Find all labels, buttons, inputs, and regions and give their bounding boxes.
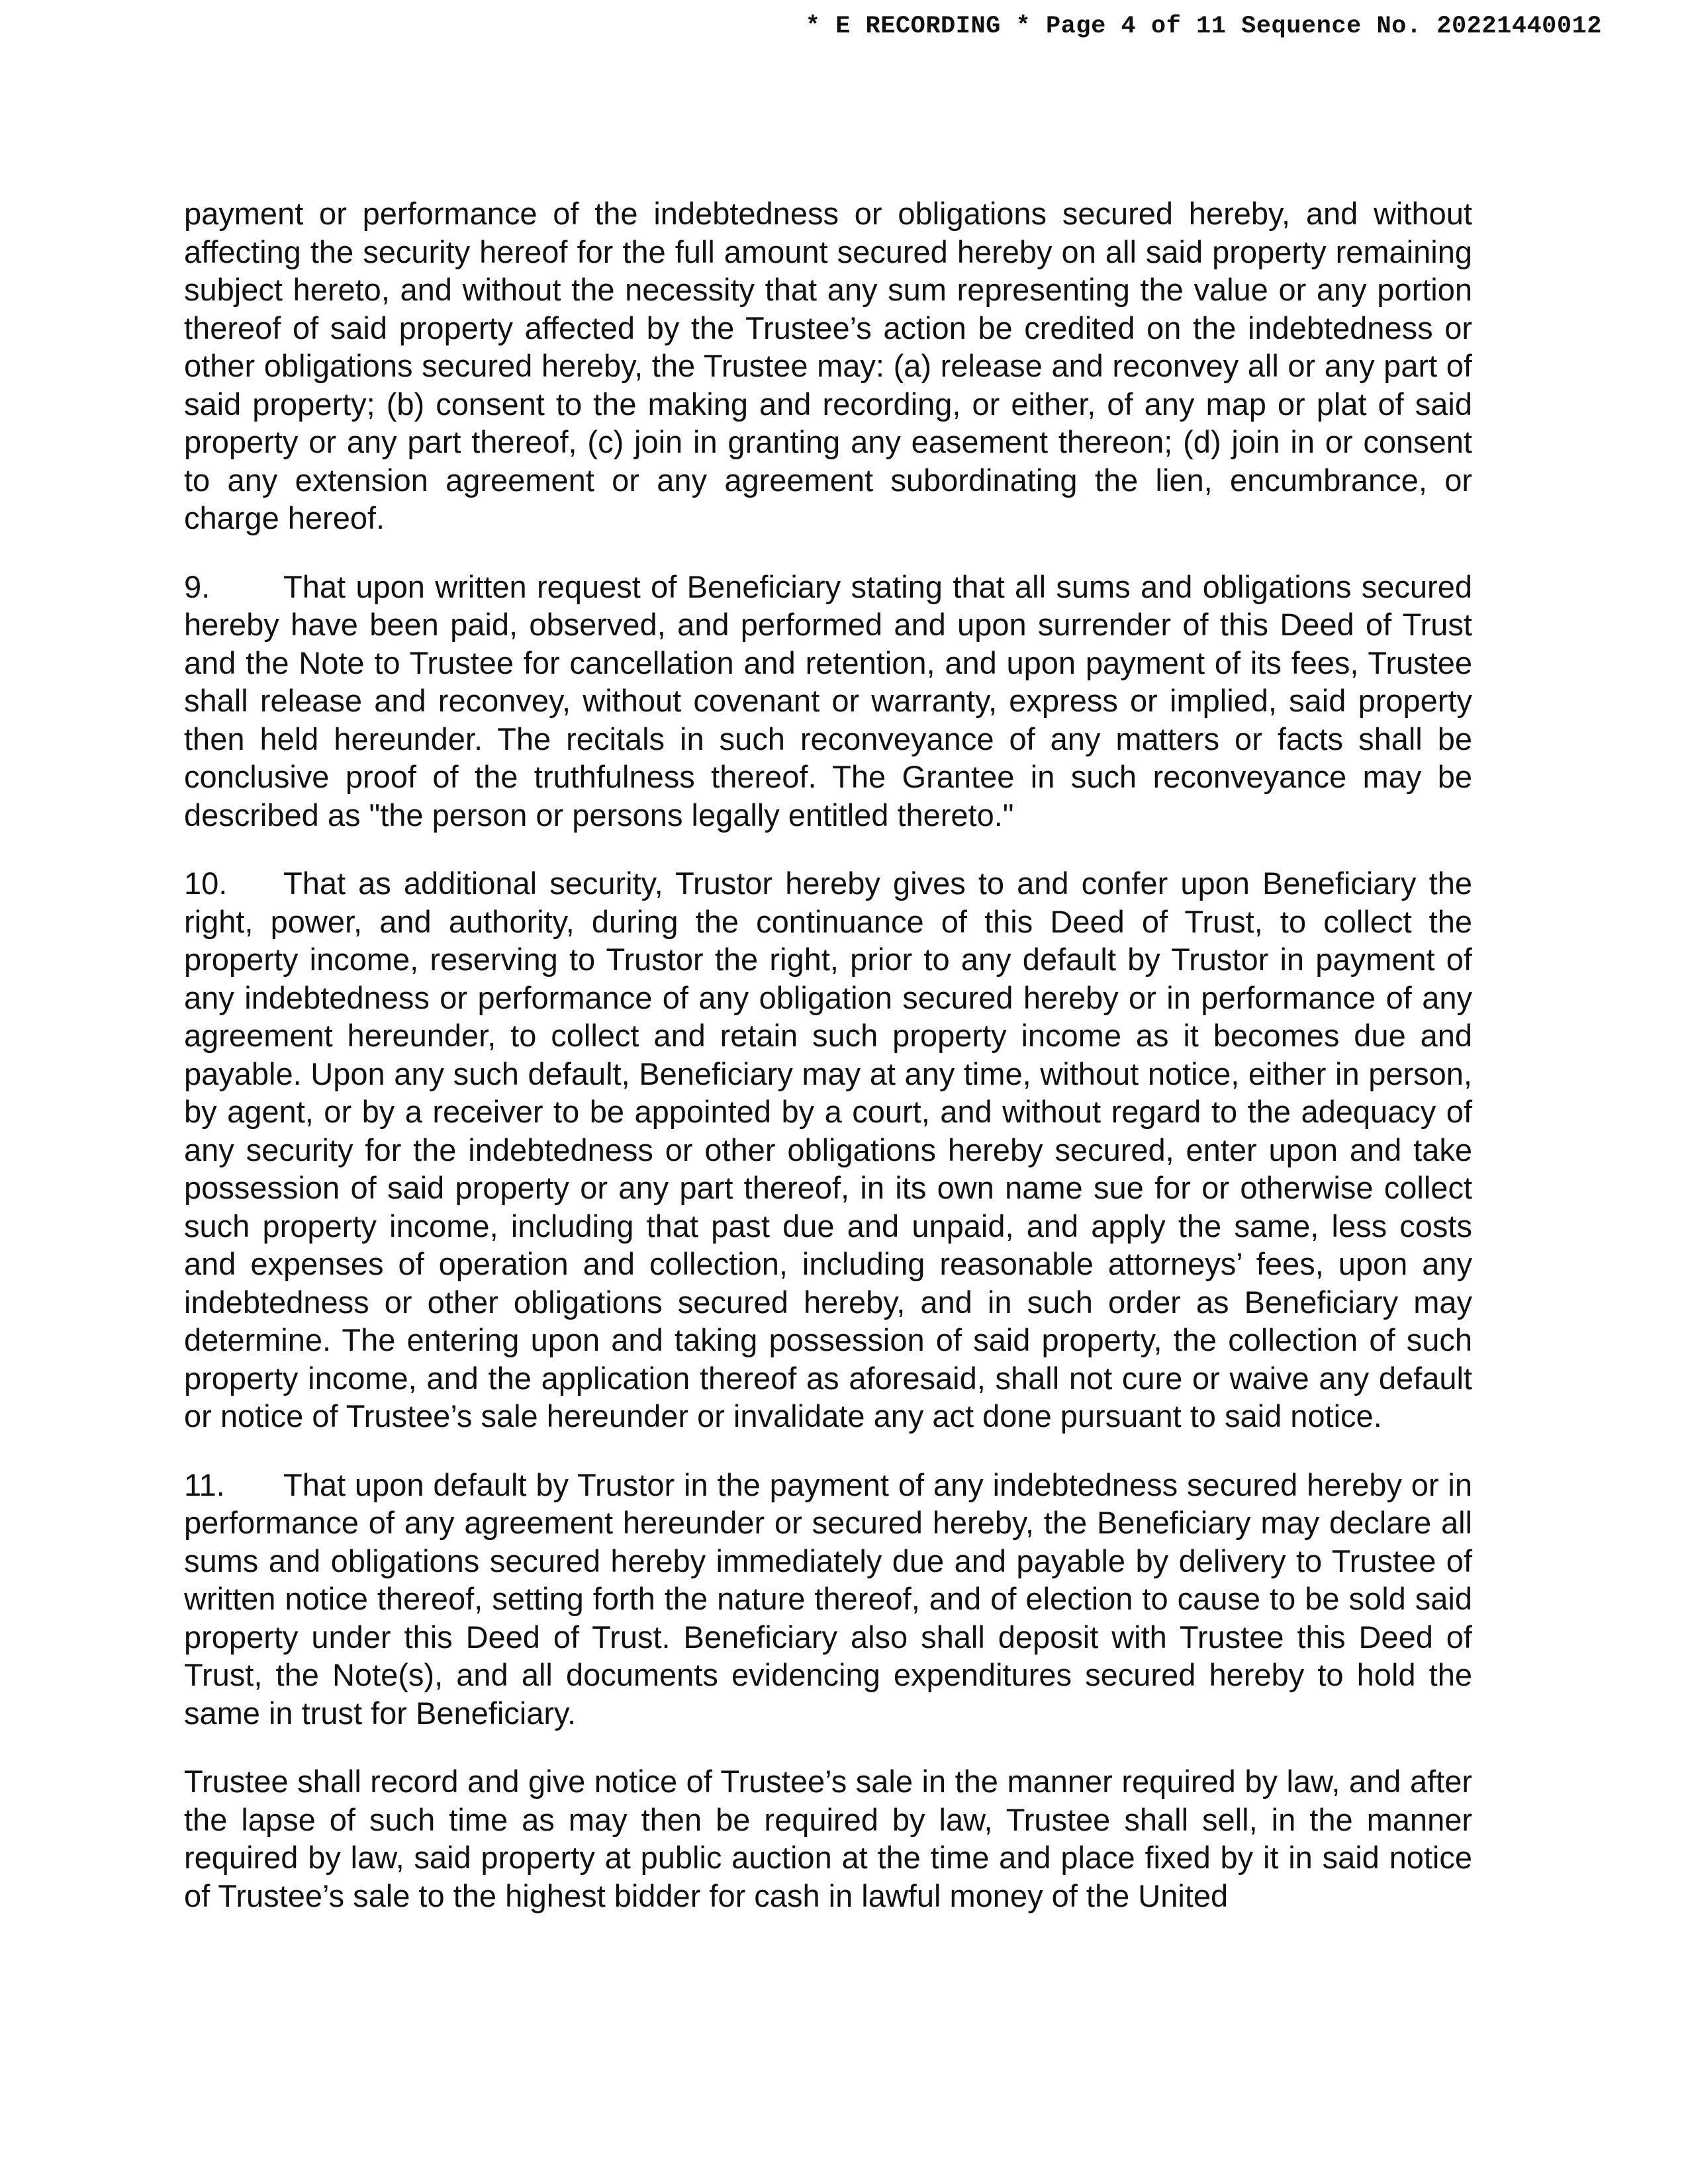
paragraph-11	[184, 1466, 1472, 1733]
paragraph-9	[184, 568, 1472, 835]
paragraph-text: That upon written request of Beneficiary stating that all sums and obligations secured hereby have been paid, observed, and performed and upon surrender of this Deed of Trust and the Note to Trustee for cancellation and retention, and upon payment of its fees, Trustee shall release and reconvey, without covenant or warranty, express or implied, said property then held hereunder. The recitals in such reconveyance of any matters or facts shall be conclusive proof of the truthfulness thereof. The Grantee in such reconveyance may be described as "the person or persons legally entitled thereto."	[184, 569, 1472, 833]
paragraph-text: payment or performance of the indebtedness or obligations secured hereby, and without affecting the security hereof for the full amount secured hereby on all said property remaining subject hereto, and without the necessity that any sum representing the value or any portion thereof of said property affected by the Trustee’s action be credited on the indebtedness or other obligations secured hereby, the Trustee may: (a) release and reconvey all or any part of said property; (b) consent to the making and recording, or either, of any map or plat of said property or any part thereof, (c) join in granting any easement thereon; (d) join in or consent to any extension agreement or any agreement subordinating the lien, encumbrance, or charge hereof.	[184, 196, 1472, 535]
document-body	[184, 195, 1472, 1945]
paragraph-text: Trustee shall record and give notice of Trustee’s sale in the manner required by law, and after the lapse of such time as may then be required by law, Trustee shall sell, in the manner required by law, said property at public auction at the time and place fixed by it in said notice of Trustee’s sale to the highest bidder for cash in lawful money of the United	[184, 1764, 1472, 1913]
paragraph-10	[184, 864, 1472, 1435]
paragraph-continuation	[184, 195, 1472, 537]
paragraph-number: 9.	[184, 569, 211, 604]
paragraph-trustee-sale	[184, 1762, 1472, 1915]
paragraph-number: 10.	[184, 866, 228, 901]
paragraph-text: That upon default by Trustor in the payment of any indebtedness secured hereby or in performance of any agreement hereunder or secured hereby, the Beneficiary may declare all sums and obligations secured hereby immediately due and payable by delivery to Trustee of written notice thereof, setting forth the nature thereof, and of election to cause to be sold said property under this Deed of Trust. Beneficiary also shall deposit with Trustee this Deed of Trust, the Note(s), and all documents evidencing expenditures secured hereby to hold the same in trust for Beneficiary.	[184, 1467, 1472, 1731]
paragraph-number: 11.	[184, 1467, 225, 1502]
paragraph-text: That as additional security, Trustor hereby gives to and confer upon Beneficiary the right, power, and authority, during the continuance of this Deed of Trust, to collect the property income, reserving to Trustor the right, prior to any default by Trustor in payment of any indebtedness or performance of any obligation secured hereby or in performance of any agreement hereunder, to collect and retain such property income as it becomes due and payable. Upon any such default, Beneficiary may at any time, without notice, either in person, by agent, or by a receiver to be appointed by a court, and without regard to the adequacy of any security for the indebtedness or other obligations hereby secured, enter upon and take possession of said property or any part thereof, in its own name sue for or otherwise collect such property income, including that past due and unpaid, and apply the same, less costs and expenses of operation and collection, including reasonable attorneys’ fees, upon any indebtedness or other obligations secured hereby, and in such order as Beneficiary may determine. The entering upon and taking possession of said property, the collection of such property income, and the application thereof as aforesaid, shall not cure or waive any default or notice of Trustee’s sale hereunder or invalidate any act done pursuant to said notice.	[184, 866, 1472, 1433]
recording-header: * E RECORDING * Page 4 of 11 Sequence No. 20221440012	[805, 13, 1602, 40]
